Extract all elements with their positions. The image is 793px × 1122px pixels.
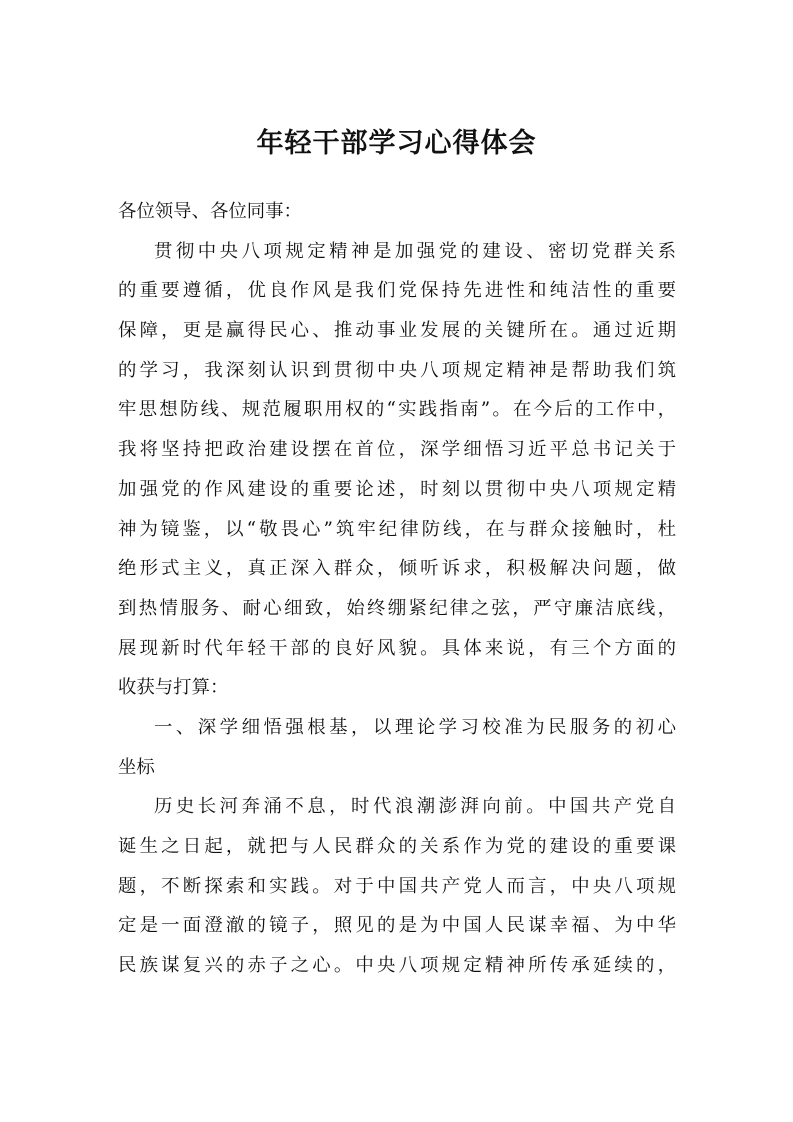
text-line: 题，不断探索和实践。对于中国共产党人而言，中央八项规 [118, 875, 676, 897]
document-body [118, 192, 676, 986]
text-line: 坐标 [118, 756, 155, 778]
text-line: 神为镜鉴，以“敬畏心”筑牢纪律防线，在与群众接触时，杜 [118, 518, 676, 540]
text-line: 我将坚持把政治建设摆在首位，深学细悟习近平总书记关于 [118, 439, 676, 461]
text-line: 收获与打算： [118, 677, 229, 699]
text-line: 各位领导、各位同事： [118, 201, 302, 222]
text-line: 展现新时代年轻干部的良好风貌。具体来说，有三个方面的 [118, 637, 676, 659]
text-line: 定是一面澄澈的镜子，照见的是为中国人民谋幸福、为中华 [118, 915, 676, 937]
text-line: 民族谋复兴的赤子之心。中央八项规定精神所传承延续的， [118, 955, 676, 977]
text-line: 一、深学细悟强根基，以理论学习校准为民服务的初心 [154, 716, 676, 738]
text-line: 保障，更是赢得民心、推动事业发展的关键所在。通过近期 [118, 320, 676, 342]
text-line: 绝形式主义，真正深入群众，倾听诉求，积极解决问题，做 [118, 558, 676, 580]
text-line: 加强党的作风建设的重要论述，时刻以贯彻中央八项规定精 [118, 478, 676, 500]
text-line: 牢思想防线、规范履职用权的“实践指南”。在今后的工作中， [118, 399, 676, 421]
text-line: 的学习，我深刻认识到贯彻中央八项规定精神是帮助我们筑 [118, 359, 676, 381]
text-line: 诞生之日起，就把与人民群众的关系作为党的建设的重要课 [118, 836, 676, 857]
text-line: 历史长河奔涌不息，时代浪潮澎湃向前。中国共产党自 [154, 796, 676, 818]
text-line: 的重要遵循，优良作风是我们党保持先进性和纯洁性的重要 [118, 280, 676, 302]
text-line: 到热情服务、耐心细致，始终绷紧纪律之弦，严守廉洁底线， [118, 597, 676, 619]
text-line: 贯彻中央八项规定精神是加强党的建设、密切党群关系 [154, 240, 676, 262]
document-title: 年轻干部学习心得体会 [256, 128, 537, 159]
